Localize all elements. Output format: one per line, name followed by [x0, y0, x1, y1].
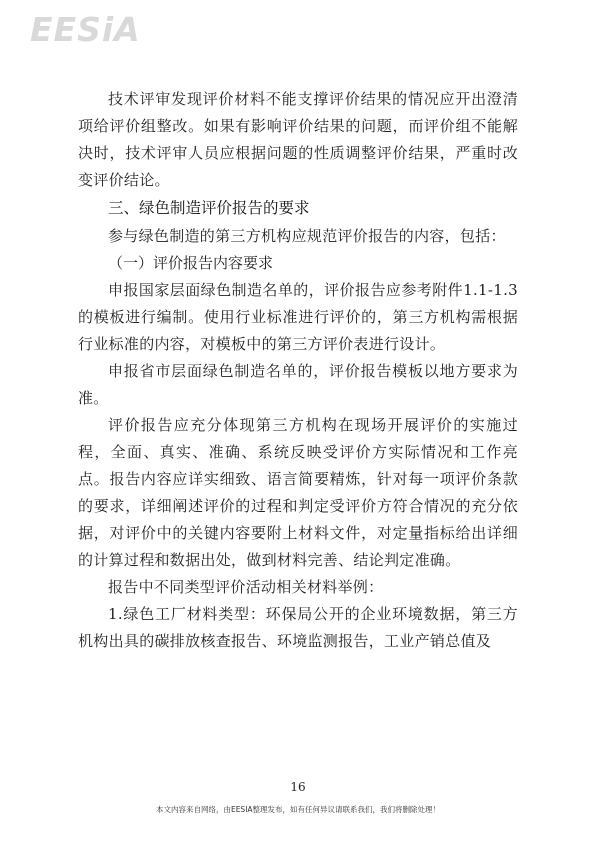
- paragraph-report-quality: 评价报告应充分体现第三方机构在现场开展评价的实施过程，全面、真实、准确、系统反映受评价方实际情况和工作亮点。报告内容应详实细致、语言简要精炼，针对每一项评价条款的要求，详细阐述评价的过程和判定受评价方符合情况的充分依据，对评价中的关键内容要附上材料文件，对定量指标给出详细的计算过程和数据出处，做到材料完善、结论判定准确。: [78, 416, 518, 569]
- paragraph-material-examples-intro: 报告中不同类型评价活动相关材料举例：: [108, 578, 384, 596]
- subheading-report-content: （一）评价报告内容要求: [108, 254, 274, 272]
- page-number: 16: [290, 780, 306, 794]
- footer-disclaimer: 本文内容来自网络，由EESIA整理发布，如有任何异议请联系我们，我们将删除处理！: [155, 805, 441, 814]
- paragraph-review-clarification: 技术评审发现评价材料不能支撑评价结果的情况应开出澄清项给评价组整改。如果有影响评价结果的问题，而评价组不能解决时，技术评审人员应根据问题的性质调整评价结果，严重时改变评价结论。: [78, 90, 518, 189]
- paragraph-report-scope: 参与绿色制造的第三方机构应规范评价报告的内容，包括：: [108, 227, 506, 245]
- paragraph-green-factory-materials: 1.绿色工厂材料类型：环保局公开的企业环境数据，第三方机构出具的碳排放核查报告、环境监测报告，工业产销总值及: [78, 605, 518, 650]
- paragraph-provincial-level: 申报省市层面绿色制造名单的，评价报告模板以地方要求为准。: [78, 362, 518, 407]
- section-heading-report-requirements: 三、绿色制造评价报告的要求: [108, 199, 310, 217]
- document-body: [78, 86, 518, 655]
- paragraph-national-level: 申报国家层面绿色制造名单的，评价报告应参考附件1.1-1.3的模板进行编制。使用行业标准进行评价的，第三方机构需根据行业标准的内容，对模板中的第三方评价表进行设计。: [78, 281, 518, 353]
- eesia-logo: EESiA: [30, 10, 141, 49]
